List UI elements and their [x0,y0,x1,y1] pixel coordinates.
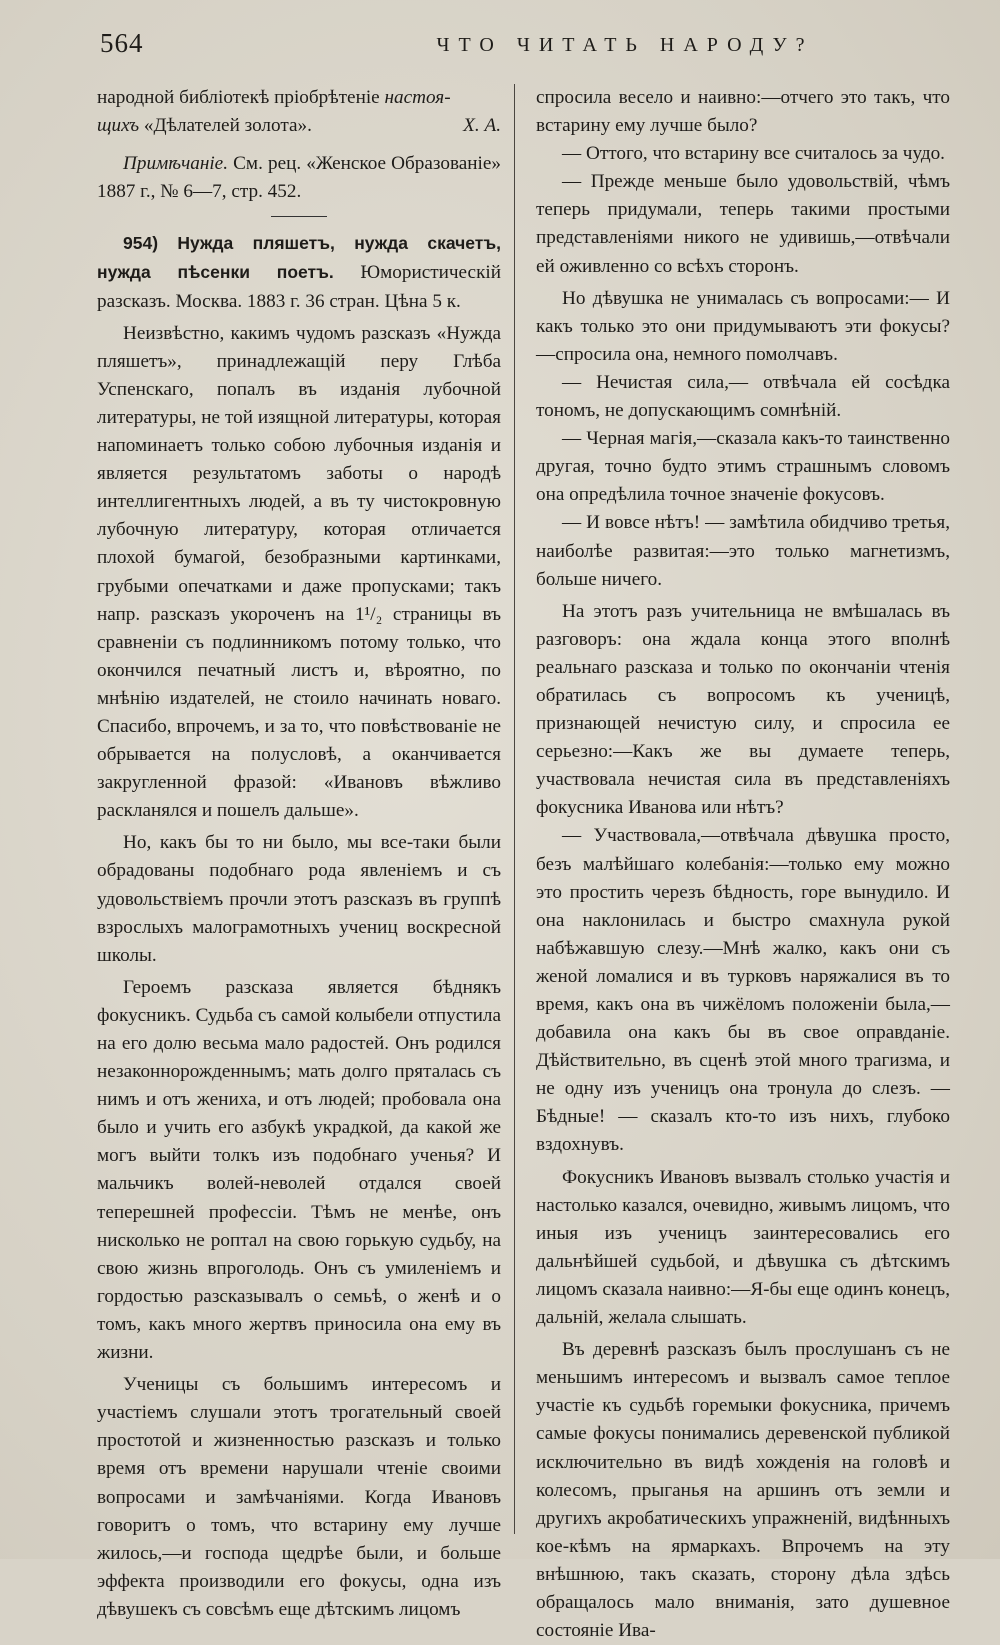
entry-description: Юмористическій разсказъ. Москва. 1883 г. 36 стран. Цѣна 5 к. [97,262,501,312]
left-paragraph-3: Героемъ разсказа является бѣднякъ фокусникъ. Судьба съ самой колыбели отпустила на его долю весьма мало радостей. Онъ родился незаконнорожденнымъ; мать долго пряталась съ нимъ и отъ жениха, и отъ людей; пробовала она было и учить его азбукѣ украдкой, да какой же могъ выйти толкъ изъ подобнаго ученья? И мальчикъ волей-неволей отдался своей теперешней профессіи. Тѣмъ не менѣе, онъ нисколько не роптал на свою горькую судьбу, на свою жизнь впроголодь. Онъ съ умиленіемъ и гордостью разсказывалъ о семьѣ, о женѣ и о томъ, какъ много жертвъ приносила она ему въ жизни. [97,976,501,1364]
note-text: См. рец. «Женское Образованіе» 1887 г., № 6—7, стр. 452. [97,153,502,203]
entry-paragraph [97,229,501,315]
right-column [536,84,950,1645]
entry-heading: 954) Нужда пляшетъ, нужда скачетъ, нужда пѣсенки поетъ. [97,233,501,283]
right-paragraph-8: На этотъ разъ учительница не вмѣшалась въ разговоръ: она ждала конца этого вполнѣ реальнаго разсказа и только по окончаніи чтенія обратилась съ вопросомъ къ ученицѣ, признающей нечистую силу, и спросила ее серьезно:—Какъ же вы думаете теперь, участвовала нечистая сила въ представленіяхъ фокусника Иванова или нѣтъ? [536,600,950,819]
right-paragraph-4: Но дѣвушка не унималась съ вопросами:— И какъ только это они придумываютъ эти фокусы?—спросила она, немного помолчавъ. [536,287,950,365]
left-paragraph-1: Неизвѣстно, какимъ чудомъ разсказъ «Нужда пляшетъ», принадлежащій перу Глѣба Успенскаго, попалъ въ изданія лубочной литературы, не той изящной литературы, которая напоминаетъ только собою лубочныя изданія и является результатомъ заботы о народѣ интеллигентныхъ людей, а въ ту чистокровную лубочную литературу, которая отличается плохой бумагой, безобразными картинками, грубыми опечатками и даже пропусками; такъ напр. разсказъ укороченъ на 1¹/₂ страницы въ сравненіи съ подлинникомъ потому только, что окончился печатный листъ и, вѣроятно, по мнѣнію издателей, не стоило начинать новаго. Спасибо, впрочемъ, и за то, что повѣствованіе не обрывается на полусловѣ, а оканчивается закругленной фразой: «Ивановъ вѣжливо раскланялся и пошелъ дальше». [97,322,501,822]
column-divider [514,84,515,1534]
page-number: 564 [100,28,144,58]
left-top-text: народной библіотекѣ пріобрѣтеніе [97,87,380,108]
left-column [97,84,501,1624]
note-label: Примѣчаніе. [123,153,228,175]
left-paragraph-4: Ученицы съ большимъ интересомъ и участіемъ слушали этотъ трогательный своей простотой и жизненностью разсказъ и только время отъ времени нарушали чтеніе своими вопросами и замѣчаніями. Когда Ивановъ говоритъ о томъ, что встарину ему лучше жилось,—и господа щедрѣе были, и больше эффекта производили его фокусы, одна изъ дѣвушекъ съ совсѣмъ еще дѣтскимъ лицомъ [97,1374,501,1620]
sig-left: «Дѣлателей золота». [143,115,312,137]
right-paragraph-1: спросила весело и наивно:—отчего это такъ, что встарину ему лучше было? [536,87,950,137]
right-paragraph-10: Фокусникъ Ивановъ вызвалъ столько участія и настолько казался, очевидно, живымъ лицомъ, что иныя изъ ученицъ заинтересовались его дальнѣйшей судьбой, и дѣвушка съ дѣтскимъ лицомъ сказала наивно:—Я-бы еще одинъ конецъ, дальній, желала слышать. [536,1166,950,1329]
running-title: ЧТО ЧИТАТЬ НАРОДУ? [436,34,814,56]
left-top-line [97,84,501,112]
right-paragraph-9: — Участвовала,—отвѣчала дѣвушка просто, безъ малѣйшаго колебанія:—только ему можно это простить черезъ бѣдность, горе вынудило. И она наклонилась и быстро смахнула рукой набѣжавшую слезу.—Мнѣ жалко, какъ они съ женой ломалися и въ турковъ наряжалися въ то время, какъ она въ чижёломъ положеніи была,—добавила она какъ бы въ свое оправданіе. Дѣйствительно, въ сценѣ этой много трагизма, и не одну изъ ученицъ она тронула до слезъ. — Бѣдные! — сказалъ кто-то изъ нихъ, глубоко вздохнувъ. [536,825,950,1156]
section-divider [271,216,327,217]
page-header [90,28,960,64]
right-paragraph-3: — Прежде меньше было удовольствій, чѣмъ теперь придумали, теперь такими простыми представленіями никого не удивишь,—отвѣчали ей оживленно со всѣхъ сторонъ. [536,171,950,277]
right-paragraph-11: Въ деревнѣ разсказъ былъ прослушанъ съ не меньшимъ интересомъ и вызвалъ самое теплое участіе къ судьбѣ горемыки фокусника, причемъ самые фокусы понимались деревенской публикой исключительно въ видѣ хожденія на головѣ и колесомъ, прыганья на аршинъ отъ земли и другихъ акробатическихъ упражненій, видѣнныхъ кое-кѣмъ на ярмаркахъ. Впрочемъ на эту внѣшнюю, такъ сказать, сторону дѣла здѣсь обращалось мало вниманія, зато душевное состояніе Ива- [536,1339,950,1642]
sig-left-italic: щихъ [97,115,140,137]
right-paragraph-6: — Черная магія,—сказала какъ-то таинственно другая, точно будто этимъ страшнымъ словомъ она опредѣлила точное значеніе фокусовъ. [536,428,950,506]
note [97,150,501,206]
left-paragraph-2: Но, какъ бы то ни было, мы все-таки были обрадованы подобнаго рода явленіемъ и съ удовольствіемъ прочли этотъ разсказъ въ группѣ взрослыхъ малограмотныхъ учениц воскресной школы. [97,832,501,966]
right-paragraph-7: — И вовсе нѣтъ! — замѣтила обидчиво третья, наиболѣе развитая:—это только магнетизмъ, больше ничего. [536,512,950,590]
right-paragraph-5: — Нечистая сила,— отвѣчала ей сосѣдка тономъ, не допускающимъ сомнѣній. [536,371,950,422]
right-paragraph-2: — Оттого, что встарину все считалось за чудо. [562,143,945,165]
left-top-text-italic: настоя- [384,87,451,108]
signature-initials: Х. А. [463,115,501,137]
signature-line [97,112,501,140]
